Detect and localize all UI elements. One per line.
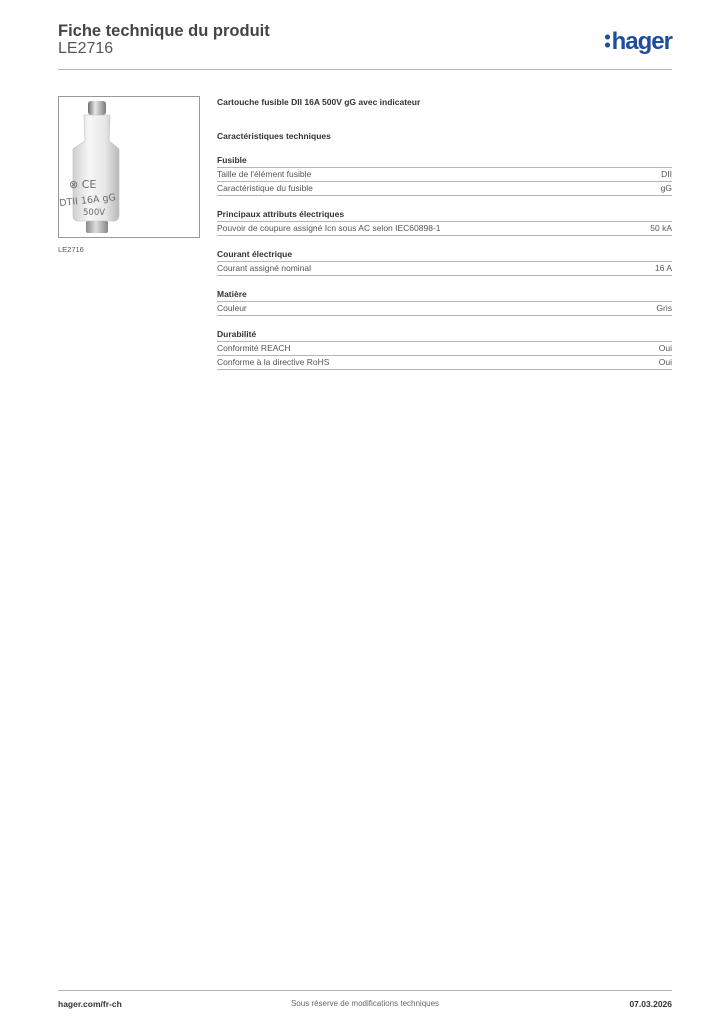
spec-value: DII [661,169,672,179]
spec-row [217,168,672,182]
spec-row [217,356,672,370]
section-title: Durabilité [217,329,672,342]
spec-value: 50 kA [650,223,672,233]
spec-label: Couleur [217,303,247,313]
svg-text:500V: 500V [83,208,106,218]
product-image [58,96,200,238]
section-title: Fusible [217,155,672,168]
spec-label: Conforme à la directive RoHS [217,357,330,367]
spec-row [217,222,672,236]
spec-row [217,342,672,356]
spec-value: 16 A [654,263,672,273]
footer-disclaimer: Sous réserve de modifications techniques [290,999,440,1008]
image-caption: LE2716 [58,245,84,254]
svg-text:⊗ CE: ⊗ CE [69,178,97,191]
section-material [217,289,672,316]
section-title: Courant électrique [217,249,672,262]
fuse-cartridge-icon [59,97,199,237]
technical-characteristics-heading: Caractéristiques techniques [217,131,331,141]
spec-value: Gris [656,303,672,313]
logo-text: hager [611,28,672,55]
spec-row [217,302,672,316]
section-fuse [217,155,672,196]
product-description: Cartouche fusible DII 16A 500V gG avec indicateur [217,97,421,107]
product-content [217,96,672,370]
page-footer [58,990,672,1011]
spec-label: Taille de l'élément fusible [217,169,312,179]
footer-website: hager.com/fr-ch [58,999,122,1009]
spec-label: Caractéristique du fusible [217,183,313,193]
spec-row [217,262,672,276]
spec-value: gG [660,183,672,193]
spec-value: Oui [658,343,672,353]
section-electrical-current [217,249,672,276]
section-title: Principaux attributs électriques [217,209,672,222]
product-reference: LE2716 [58,40,114,57]
svg-text:DTII 16A gG: DTII 16A gG [59,192,117,210]
spec-row [217,182,672,196]
section-electrical-attributes [217,209,672,236]
spec-value: Oui [658,357,672,367]
section-sustainability [217,329,672,370]
document-title: Fiche technique du produit [58,22,270,40]
spec-label: Courant assigné nominal [217,263,312,273]
spec-label: Pouvoir de coupure assigné Icn sous AC selon IEC60898-1 [217,223,441,233]
footer-date: 07.03.2026 [629,999,672,1009]
logo-colon-icon [605,34,610,48]
section-title: Matière [217,289,672,302]
page-header [58,22,672,70]
spec-label: Conformité REACH [217,343,291,353]
hager-logo [605,28,672,56]
